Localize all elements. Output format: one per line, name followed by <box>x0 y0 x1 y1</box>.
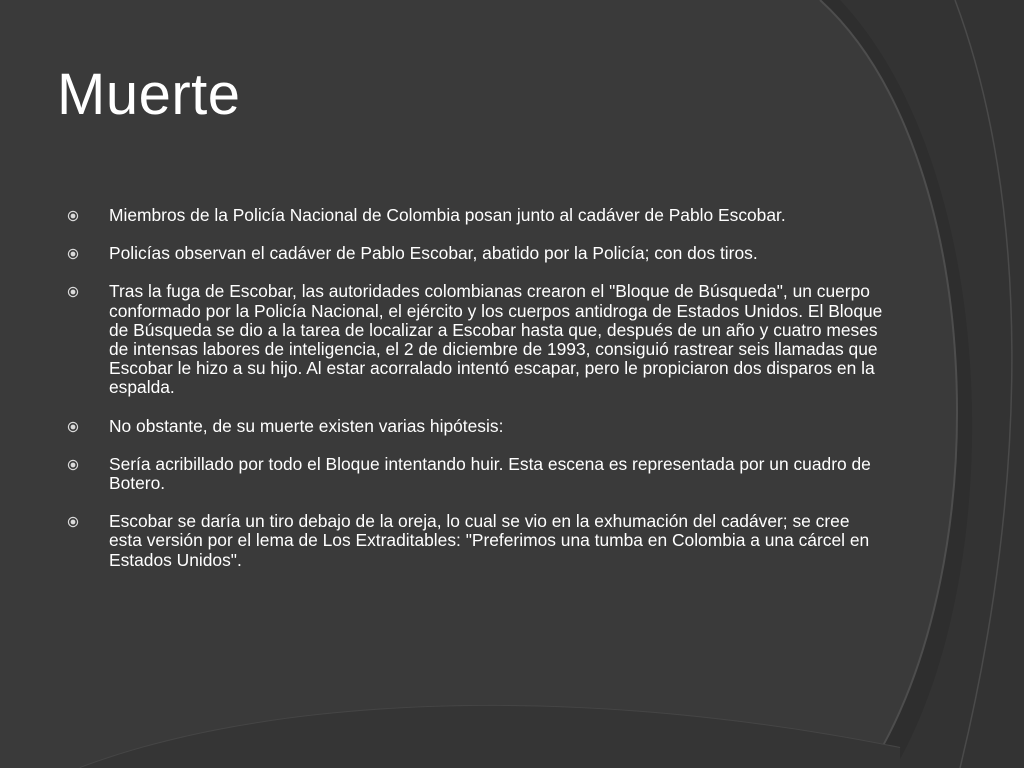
bullet-text: Policías observan el cadáver de Pablo Escobar, abatido por la Policía; con dos tiros. <box>109 243 758 264</box>
circle-dot-bullet-icon <box>67 459 79 471</box>
background-arc-bottom-fill <box>80 706 900 768</box>
bullet-text: Escobar se daría un tiro debajo de la oreja, lo cual se vio en la exhumación del cadáver; se cree esta versión por el lema de Los Extraditables: "Preferimos una tumba en Colombia a una cárcel en Estados Unidos". <box>109 511 870 570</box>
bullet-item <box>64 512 884 570</box>
bullet-item <box>64 282 884 397</box>
bullet-item <box>64 455 884 493</box>
circle-dot-bullet-icon <box>67 210 79 222</box>
bullet-item <box>64 244 884 263</box>
circle-dot-bullet-icon <box>67 286 79 298</box>
bullet-text: No obstante, de su muerte existen varias hipótesis: <box>109 415 504 436</box>
circle-dot-bullet-icon <box>67 516 79 528</box>
bullet-item <box>64 417 884 436</box>
bullet-text: Tras la fuga de Escobar, las autoridades colombianas crearon el "Bloque de Búsqueda", un cuerpo conformado por la Policía Nacional, el ejército y los cuerpos antidroga de Estados Unidos. El Bloque de Búsqueda se dio a la tarea de localizar a Escobar hasta que, después de un año y cuatro meses de intensas labores de inteligencia, el 2 de diciembre de 1993, consiguió rastrear seis llamadas que Escobar le hizo a su hijo. Al estar acorralado intentó escapar, pero le propiciaron dos disparos en la espalda. <box>109 281 883 398</box>
circle-dot-bullet-icon <box>67 421 79 433</box>
slide-title: Muerte <box>57 62 241 127</box>
bullet-item <box>64 206 884 225</box>
bullet-list <box>64 206 884 589</box>
bullet-text: Sería acribillado por todo el Bloque intentando huir. Esta escena es representada por un cuadro de Botero. <box>109 453 871 494</box>
bullet-text: Miembros de la Policía Nacional de Colombia posan junto al cadáver de Pablo Escobar. <box>109 205 786 225</box>
circle-dot-bullet-icon <box>67 248 79 260</box>
